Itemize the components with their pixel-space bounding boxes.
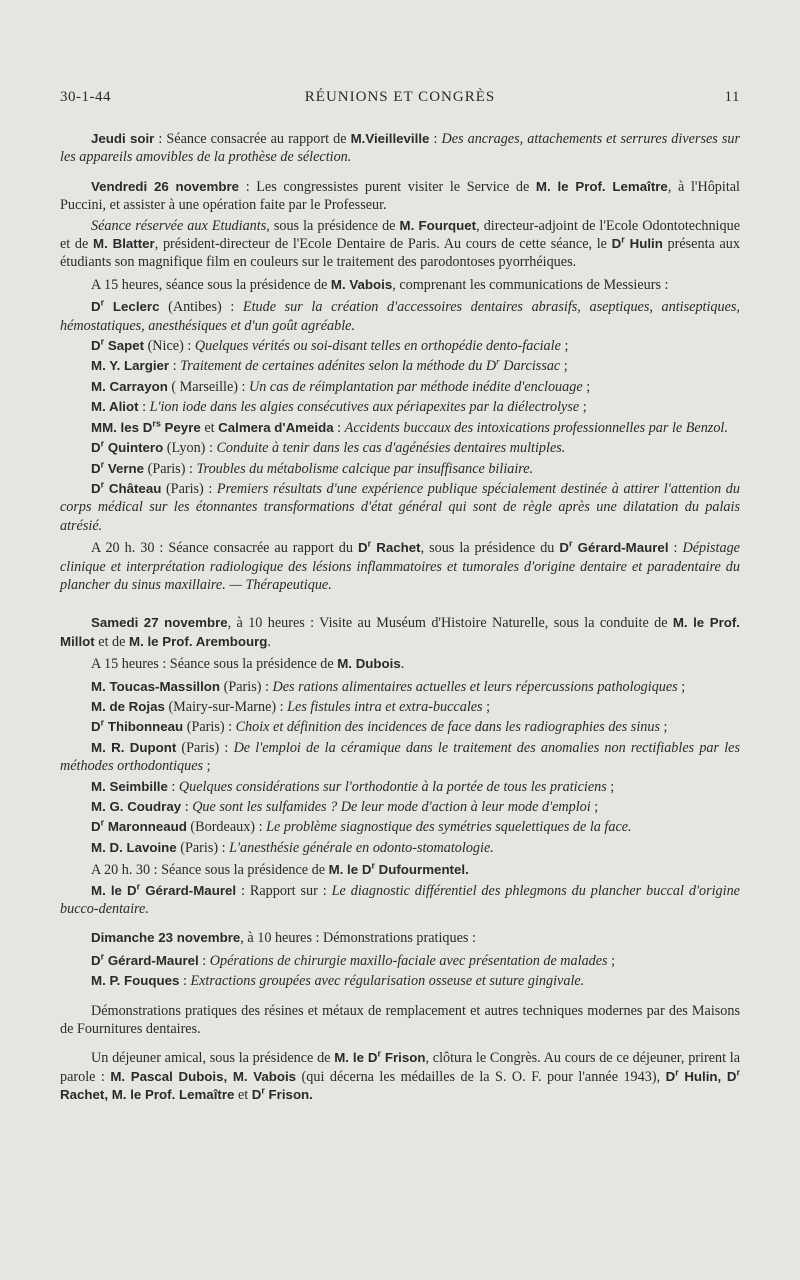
communication-item: $D^r$ Quintero (Lyon) : Conduite à tenir dans les cas d'agénésies dentaires multiples. xyxy=(91,438,566,457)
speaker-name: M. Vabois xyxy=(330,276,393,292)
communication-item: M. Aliot : L'ion iode dans les algies consécutives aux périapexites par la diélectrolyse ; xyxy=(91,399,587,416)
paragraph-afternoon: A 15 heures : Séance sous la présidence de M. Dubois. xyxy=(91,656,405,673)
communication-item: M. D. Lavoine (Paris) : L'anesthésie générale en odonto-stomatologie. xyxy=(91,839,494,856)
header-date: 30-1-44 xyxy=(60,89,111,105)
paragraph-demonstrations: Démonstrations pratiques des résines et métaux de remplacement et autres techniques modernes par des Maisons de Fournitures dentaires. xyxy=(60,1002,740,1038)
communication-item: $D^r$ Sapet (Nice) : Quelques vérités ou soi-disant telles en orthopédie dento-faciale ; xyxy=(91,336,569,355)
communication-item: M. Y. Largier : Traitement de certaines adénites selon la méthode du $D^r$ Darcissac ; xyxy=(91,356,568,375)
page-header xyxy=(60,89,740,109)
day-heading: Jeudi soir xyxy=(91,131,155,146)
speaker-name: M. Blatter xyxy=(93,236,155,252)
communication-item: $D^r$ Maronneaud (Bordeaux) : Le problème siagnostique des symétries squelettiques de la face. xyxy=(91,817,632,836)
header-title: RÉUNIONS ET CONGRÈS xyxy=(304,89,496,105)
day-heading: Samedi 27 novembre xyxy=(91,615,228,631)
header-page-number: 11 xyxy=(724,89,740,105)
communication-item: M. de Rojas (Mairy-sur-Marne) : Les fistules intra et extra-buccales ; xyxy=(91,698,491,715)
paragraph-evening: A 20 h. 30 : Séance sous la présidence de M. le $D^r$ Dufourmentel. xyxy=(91,860,469,879)
paragraph-rapport: M. le $D^r$ Gérard-Maurel : Rapport sur : Le diagnostic différentiel des phlegmons du plancher buccal d'origine bucco-dentaire. xyxy=(60,881,740,918)
speaker-name: M.Vieilleville xyxy=(350,131,430,146)
paragraph-vendredi-visit: Vendredi 26 novembre : Les congressistes purent visiter le Service de M. le Prof. Lemaître, à l'Hôpital Puccini, et assister à une opération faite par le Professeur. xyxy=(60,178,741,214)
communication-item: M. Carrayon ( Marseille) : Un cas de réimplantation par méthode inédite d'enclouage ; xyxy=(91,378,591,395)
communication-item: M. R. Dupont (Paris) : De l'emploi de la céramique dans le traitement des anomalies non rectifiables par les méthodes orthodontiques ; xyxy=(60,739,740,775)
communication-item: M. Toucas-Massillon (Paris) : Des rations alimentaires actuelles et leurs répercussions pathologiques ; xyxy=(91,678,686,695)
speaker-name: M. le Prof. Lemaître xyxy=(535,178,668,194)
communication-item: $D^r$ Leclerc (Antibes) : Etude sur la création d'accessoires dentaires abrasifs, aseptiques, antiseptiques, hémostatiques, anesthésiques et d'un goût agréable. xyxy=(60,297,740,334)
day-heading: Dimanche 23 novembre xyxy=(91,930,241,946)
day-heading: Vendredi 26 novembre xyxy=(91,178,240,194)
paragraph-seance-etudiants: Séance réservée aux Etudiants, sous la présidence de M. Fourquet, directeur-adjoint de l'Ecole Odontotechnique et de M. Blatter, président-directeur de l'Ecole Dentaire de Paris. Au cours de cette séance, le $D^r$ Hulin présenta aux étudiants son magnifique film en couleurs sur le traitement des parodontoses pyorrhéiques. xyxy=(60,217,740,271)
communication-item: M. G. Coudray : Que sont les sulfamides ? De leur mode d'action à leur mode d'emploi ; xyxy=(91,799,599,815)
speaker-name: $D^r$ Hulin xyxy=(611,234,663,252)
paragraph-closing: Un déjeuner amical, sous la présidence de M. le $D^r$ Frison, clôtura le Congrès. Au cours de ce déjeuner, prirent la parole : M. Pascal Dubois, M. Vabois (qui décerna les médailles de la S. O. F. pour l'année 1943), $D^r$ Hulin, $D^r$ Rachet, M. le Prof. Lemaître et $D^r$ Frison. xyxy=(60,1049,740,1104)
paragraph-afternoon: A 15 heures, séance sous la présidence de M. Vabois, comprenant les communications de Messieurs : xyxy=(91,276,669,293)
paragraph-dimanche: Dimanche 23 novembre, à 10 heures : Démonstrations pratiques : xyxy=(91,930,476,947)
communication-item: M. Seimbille : Quelques considérations sur l'orthodontie à la portée de tous les praticiens ; xyxy=(91,778,615,795)
paragraph-samedi-visit: Samedi 27 novembre, à 10 heures : Visite au Muséum d'Histoire Naturelle, sous la conduite de M. le Prof. Millot et de M. le Prof. Arembourg. xyxy=(60,615,740,650)
paragraph-jeudi: Jeudi soir : Séance consacrée au rapport de M.Vieilleville : Des ancrages, attachements et serrures diverses sur les appareils amovibles de la prothèse de sélection. xyxy=(60,131,740,166)
talk-title: Des ancrages, attachements et serrures diverses sur les appareils amovibles de la prothèse de sélection. xyxy=(60,131,740,166)
speaker-name: M. Fourquet xyxy=(399,217,477,233)
paragraph-evening: A 20 h. 30 : Séance consacrée au rapport du $D^r$ Rachet, sous la présidence du $D^r$ Gérard-Maurel : Dépistage clinique et interprétation radiologique des lésions inflammatoires et tumorales d'origine dentaire et paradentaire du plancher du sinus maxillaire. — Thérapeutique. xyxy=(60,538,740,593)
communication-item: MM. les $D^{rs}$ Peyre et Calmera d'Ameida : Accidents buccaux des intoxications professionnelles par le Benzol. xyxy=(91,418,728,436)
communication-item: $D^r$ Verne (Paris) : Troubles du métabolisme calcique par insuffisance biliaire. xyxy=(91,459,534,477)
demonstration-item: M. P. Fouques : Extractions groupées avec régularisation osseuse et suture gingivale. xyxy=(91,973,585,990)
communication-item: $D^r$ Thibonneau (Paris) : Choix et définition des incidences de face dans les radiographies des sinus ; xyxy=(91,717,668,736)
demonstration-item: $D^r$ Gérard-Maurel : Opérations de chirurgie maxillo-faciale avec présentation de malades ; xyxy=(91,951,616,969)
article-body xyxy=(60,130,740,1105)
communication-item: $D^r$ Château (Paris) : Premiers résultats d'une expérience publique spécialement destinée à attirer l'attention du corps médical sur les étonnantes transformations d'état général qui sont de règle après une dilatation du palais atrésié. xyxy=(60,479,740,534)
